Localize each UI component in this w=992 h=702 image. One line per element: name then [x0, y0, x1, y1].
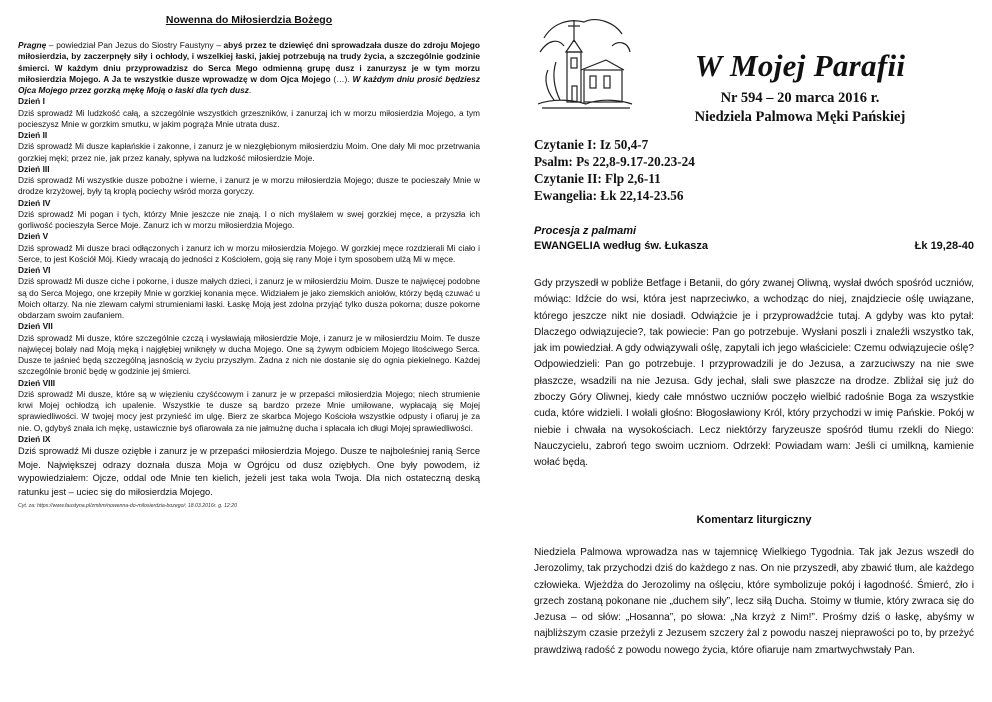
bulletin-column	[534, 0, 974, 702]
day-heading: Dzień III	[18, 163, 50, 174]
psalm: Psalm: Ps 22,8-9.17-20.23-24	[534, 154, 695, 169]
day-heading: Dzień IX	[18, 433, 51, 444]
day-heading: Dzień IV	[18, 197, 51, 208]
gospel-reference: Ewangelia: Łk 22,14-23.56	[534, 188, 684, 203]
liturgical-day: Niedziela Palmowa Męki Pańskiej	[694, 109, 906, 125]
intro-quote: abyś przez te dziewięć dni sprowadzała dusze do zdroju Mojego miłosierdzia, by zaczerpnęły siły i ochłody, i wszelkiej łaski, jakiej potrzebują na trudy życia, a szczególnie godzinie śmierci. W każdym dniu przyprowadzisz do Serca Mego odmienną grupę dusz i zanurzysz je w tym morzu miłosierdzia Mojego. A Ja te wszystkie dusze wprowadzę w dom Ojca Mojego	[18, 40, 480, 84]
issue-number: Nr 594 – 20 marca 2016 r.	[720, 90, 880, 106]
gospel-title: EWANGELIA według św. Łukasza	[534, 240, 708, 252]
novena-column	[18, 0, 480, 702]
intro-attribution: – powiedział Pan Jezus do Siostry Faustyny –	[46, 40, 224, 50]
masthead	[650, 48, 950, 126]
gospel-heading	[534, 239, 974, 254]
intro-end: .	[248, 85, 252, 95]
day-text: Dziś sprowadź Mi dusze braci odłączonych i zanurz ich w morzu miłosierdzia Mojego. W gorzkiej męce rozdzierali Mi ciało i Serce, to jest Kościół Mój. Kiedy wracają do jedności z Kościołem, goją się rany Moje i tym sposobem ulżą Mi w męce.	[18, 242, 480, 264]
gospel-ref: Łk 19,28-40	[914, 240, 974, 252]
novena-intro	[18, 40, 480, 96]
day-heading: Dzień I	[18, 96, 45, 107]
reading-1: Czytanie I: Iz 50,4-7	[534, 137, 649, 152]
commentary-title: Komentarz liturgiczny	[696, 514, 812, 526]
day-text: Dziś sprowadź Mi ludzkość całą, a szczególnie wszystkich grzeszników, i zanurzaj ich w morzu miłosierdzia Mojego, a tym pocieszysz Mnie w gorzkim smutku, w jakim pogrąża Mnie utrata dusz.	[18, 107, 480, 129]
day-text: Dziś sprowadź Mi dusze, które szczególnie czczą i wysławiają miłosierdzie Moje, i zanurz je w miłosierdziu Moim. Te dusze najwięcej bolały nad Moją męką i najgłębiej wniknęły w ducha Mojego. One są żywym odbiciem Mojego litościwego Serca. Dusze te jaśnieć będą szczególną jasnością w życiu przyszłym. Żadna z nich nie dostanie się do ognia piekielnego. Każdej szczególnie bronić będę w godzinie jej śmierci.	[18, 332, 480, 377]
day-text: Dziś sprowadź Mi dusze oziębłe i zanurz je w przepaści miłosierdzia Mojego. Dusze te najboleśniej ranią Serce Moje. Największej odrazy doznała dusza Moja w Ogrójcu od dusz oziębłych. One były powodem, iż wypowiedziałem: Ojcze, oddal ode Mnie ten kielich, jeżeli jest taka wola Twoja. Dla nich ostateczną deską ratunku jest – uciec się do miłosierdzia Mojego.	[18, 446, 480, 497]
day-heading: Dzień VIII	[18, 377, 56, 388]
day-text: Dziś sprowadź Mi wszystkie dusze pobożne i wierne, i zanurz je w morzu miłosierdzia Mojego; dusze te pocieszały Mnie w drodze krzyżowej, były tą kroplą pociechy wśród morza goryczy.	[18, 175, 480, 197]
church-icon	[534, 12, 634, 112]
gospel-text: Gdy przyszedł w pobliże Betfage i Betanii, do góry zwanej Oliwną, wysłał dwóch spośród uczniów, mówiąc: Idźcie do wsi, która jest naprzeciwko, a wchodząc do niej, znajdziecie oślę uwiązane, którego jeszcze nikt nie dosiadł. Odwiążcie je i przyprowadźcie tutaj. A gdyby was kto pytał: Dlaczego odwiązujecie?, tak powiecie: Pan go potrzebuje. Wysłani poszli i znaleźli wszystko tak, jak im powiedział. A gdy odwiązywali oślę, zapytali ich jego właściciele: Czemu odwiązujecie oślę? Odpowiedzieli: Pan go potrzebuje. I przyprowadzili je do Jezusa, a zarzuciwszy na nie swe płaszcze, wsadzili na nie Jezusa. Gdy jechał, słali swe płaszcze na drodze. Zbliżał się już do zboczy Góry Oliwnej, kiedy całe mnóstwo uczniów poczęło wielbić radośnie Boga za wszystkie cuda, które widzieli. I wołali głośno: Błogosławiony Król, który przychodzi w imię Pańskie. Pokój w niebie i chwała na wysokościach. Lecz niektórzy faryzeusze spośród tłumu rzekli do Niego: Nauczycielu, zabroń tego swoim uczniom. Odrzekł: Powiadam wam: Jeśli ci umilkną, kamienie wołać będą.	[534, 278, 974, 469]
day-heading: Dzień II	[18, 130, 48, 140]
reading-2: Czytanie II: Flp 2,6-11	[534, 171, 661, 186]
readings-list	[534, 136, 974, 204]
source-citation: Cyt. za: https://www.faustyna.pl/zmbm/nowenna-do-milosierdzia-bozego/; 18.03.2016r. g. 12:20	[18, 503, 237, 510]
procession-header	[534, 224, 974, 254]
day-heading: Dzień VII	[18, 321, 53, 332]
intro-lead: Pragnę	[18, 40, 47, 50]
day-heading: Dzień VI	[18, 265, 51, 275]
procession-label: Procesja z palmami	[534, 225, 637, 237]
intro-ellipsis: (…).	[330, 73, 353, 84]
day-text: Dziś sprowadź Mi dusze ciche i pokorne, i dusze małych dzieci, i zanurz je w miłosierdziu Moim. Dusze te najwięcej podobne są do Serca Mojego, one krzepiły Mnie w gorzkiej konania męce. Widziałem je jako ziemskich aniołów, którzy będą czuwać u Moich ołtarzy. Na nie zlewam całymi strumieniami łaski. Łaskę Moją jest zdolna przyjąć tylko dusza pokorna; dusze pokorne obdarzam swoim zaufaniem.	[18, 276, 480, 320]
day-heading: Dzień V	[18, 231, 49, 242]
novena-title: Nowenna do Miłosierdzia Bożego	[165, 14, 333, 26]
intro-quote-2: W każdym dniu prosić będziesz Ojca Mojego przez gorzką mękę Moją o łaski dla tych dusz	[18, 73, 480, 95]
day-text: Dziś sprowadź Mi pogan i tych, którzy Mnie jeszcze nie znają. I o nich myślałem w swej gorzkiej męce, a przyszła ich gorliwość pocieszyła Serce Moje. Zanurz ich w morzu miłosierdzia Mojego.	[18, 208, 480, 230]
commentary-text: Niedziela Palmowa wprowadza nas w tajemnicę Wielkiego Tygodnia. Tak jak Jezus wszedł do Jerozolimy, tak przychodzi dziś do każdego z nas. On nie przyszedł, aby zbawić tłum, ale każdego człowieka. Wjeżdża do Jerozolimy na oślęciu, które symbolizuje pokój i łagodność. Śmierć, zło i grzech zostaną pokonane nie „duchem siły”, lecz siłą Ducha. Stoimy w tłumie, który zwraca się do Jezusa – od słów: „Hosanna”, po słowa: „Na krzyż z Nim!”. Prośmy dziś o łaskę, abyśmy w najbliższym czasie przeżyli z Jezusem szczery żal z powodu naszej nieprawości po to, by przeżyć prawdziwą radość z powodu nowego życia, które ofiaruje nam zmartwychwstały Pan.	[534, 547, 974, 656]
bulletin-title: W Mojej Parafii	[694, 48, 906, 83]
day-text: Dziś sprowadź Mi dusze, które są w więzieniu czyśćcowym i zanurz je w przepaści miłosierdzia Mojego; niech strumienie krwi Mojej ochłodzą ich upalenie. Wszystkie te dusze są bardzo przeze Mnie umiłowane, wypłacają się Mojej sprawiedliwości. W twojej mocy jest przynieść im ulgę. Bierz ze skarbca Mojego Kościoła wszystkie odpusty i ofiaruj je za nie. O, gdybyś znała ich mękę, ustawicznie byś ofiarowała za nie jałmużnę ducha i spłacała ich długi Mojej sprawiedliwości.	[18, 388, 480, 433]
novena-body	[18, 40, 480, 499]
day-text: Dziś sprowadź Mi dusze kapłańskie i zakonne, i zanurz je w niezgłębionym miłosierdziu Moim. One dały Mi moc przetrwania gorzkiej męki; przez nie, jak przez kanały, spływa na ludzkość miłosierdzie Moje.	[18, 141, 480, 163]
